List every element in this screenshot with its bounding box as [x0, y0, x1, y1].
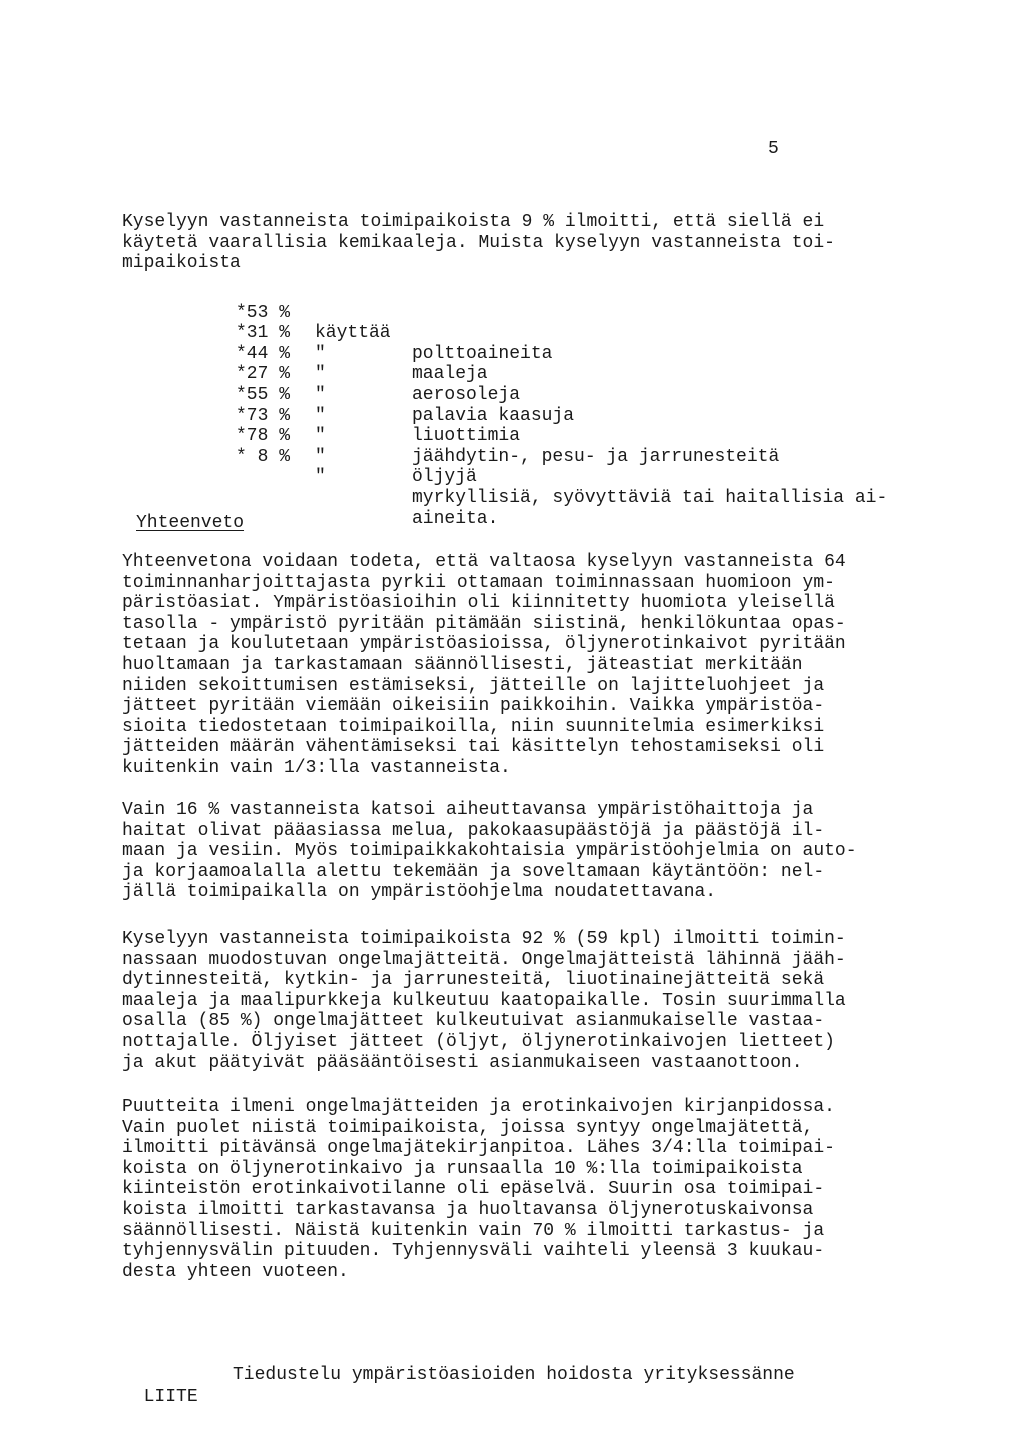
text-line: ja korjaamoalalla alettu tekemään ja soveltamaan käytäntöön: nel-: [122, 861, 825, 882]
list-item-label: aerosoleja: [412, 384, 521, 405]
text-line: haitat olivat pääasiassa melua, pakokaasupäästöjä ja päästöjä il-: [122, 820, 825, 841]
list-item-percent: *73 %: [236, 405, 291, 426]
page-number: 5: [768, 139, 779, 159]
text-line: säännöllisesti. Näistä kuitenkin vain 70 % ilmoitti tarkastus- ja: [122, 1220, 825, 1241]
text-line: toiminnanharjoittajasta pyrkii ottamaan toiminnassaan huomioon ym-: [122, 572, 835, 593]
text-line: tasolla - ympäristö pyritään pitämään siistinä, henkilökuntaa opas-: [122, 613, 846, 634]
text-line: tetaan ja koulutetaan ympäristöasioissa, öljynerotinkaivot pyritään: [122, 634, 846, 655]
list-item-percent: *78 %: [236, 426, 291, 447]
list-item-percent: *55 %: [236, 384, 291, 405]
text-line: kiinteistön erotinkaivotilanne oli epäselvä. Suurin osa toimipai-: [122, 1179, 825, 1200]
text-line: mipaikoista: [122, 253, 241, 274]
list-item-label: aineita.: [412, 508, 499, 529]
text-line: maaleja ja maalipurkkeja kulkeutuu kaatopaikalle. Tosin suurimmalla: [122, 990, 846, 1011]
list-item-label: palavia kaasuja: [412, 405, 575, 426]
text-line: Vain puolet niistä toimipaikoista, joissa syntyy ongelmajätettä,: [122, 1117, 814, 1138]
list-item-percent: *44 %: [236, 343, 291, 364]
list-item-verb: ": [315, 405, 326, 426]
text-line: huoltamaan ja tarkastamaan säännöllisesti, jäteastiat merkitään: [122, 654, 803, 675]
text-line: Yhteenvetona voidaan todeta, että valtaosa kyselyyn vastanneista 64: [122, 552, 846, 572]
environmental-impact-paragraph: [122, 800, 962, 903]
hazardous-waste-paragraph: [122, 929, 962, 1073]
text-line: jällä toimipaikalla on ympäristöohjelma noudatettavana.: [122, 882, 717, 903]
summary-paragraph: [122, 552, 962, 779]
appendix-title: Tiedustelu ympäristöasioiden hoidosta yrityksessänne: [233, 1365, 795, 1385]
text-line: desta yhteen vuoteen.: [122, 1261, 349, 1282]
list-item-percent: *27 %: [236, 364, 291, 385]
list-item-label: jäähdytin-, pesu- ja jarrunesteitä: [412, 446, 780, 467]
text-line: nottajalle. Öljyiset jätteet (öljyt, öljynerotinkaivojen lietteet): [122, 1031, 835, 1052]
list-item-percent: *53 %: [236, 302, 291, 323]
text-line: Vain 16 % vastanneista katsoi aiheuttavansa ympäristöhaittoja ja: [122, 800, 814, 820]
list-item-label: myrkyllisiä, syövyttäviä tai haitallisia ai-: [412, 487, 888, 508]
summary-heading: Yhteenveto: [136, 513, 245, 533]
text-line: kuitenkin vain 1/3:lla vastanneista.: [122, 757, 511, 778]
list-item-verb: ": [315, 364, 326, 385]
text-line: tyhjennysvälin pituuden. Tyhjennysväli vaihteli yleensä 3 kuukau-: [122, 1241, 825, 1262]
text-line: päristöasiat. Ympäristöasioihin oli kiinnitetty huomiota yleisellä: [122, 593, 835, 614]
text-line: jätteiden määrän vähentämiseksi tai käsittelyn tehostamiseksi oli: [122, 737, 825, 758]
list-item-verb: ": [315, 426, 326, 447]
text-line: osalla (85 %) ongelmajätteet kulkeutuivat asianmukaiselle vastaa-: [122, 1011, 825, 1032]
text-line: koista on öljynerotinkaivo ja runsaalla 10 %:lla toimipaikoista: [122, 1158, 803, 1179]
list-item-percent: *31 %: [236, 323, 291, 344]
text-line: koista ilmoitti tarkastavansa ja huoltavansa öljynerotuskaivonsa: [122, 1199, 814, 1220]
list-item-verb: käyttää: [315, 323, 391, 344]
list-item-verb: ": [315, 446, 326, 467]
list-item-verb: ": [315, 384, 326, 405]
intro-paragraph: [122, 212, 962, 274]
record-keeping-paragraph: [122, 1097, 962, 1282]
text-line: Kyselyyn vastanneista toimipaikoista 92 % (59 kpl) ilmoitti toimin-: [122, 929, 846, 949]
text-line: ja akut päätyivät pääsääntöisesti asianmukaiseen vastaanottoon.: [122, 1052, 803, 1073]
list-item-label: liuottimia: [412, 426, 521, 447]
list-item-verb: ": [315, 467, 326, 488]
text-line: Kyselyyn vastanneista toimipaikoista 9 % ilmoitti, että siellä ei: [122, 212, 825, 232]
list-item-label: polttoaineita: [412, 343, 553, 364]
text-line: maan ja vesiin. Myös toimipaikkakohtaisia ympäristöohjelmia on auto-: [122, 841, 857, 862]
text-line: ilmoitti pitävänsä ongelmajätekirjanpitoa. Lähes 3/4:lla toimipai-: [122, 1138, 835, 1159]
text-line: käytetä vaarallisia kemikaaleja. Muista kyselyyn vastanneista toi-: [122, 232, 835, 253]
appendix-footer: [122, 1364, 795, 1430]
text-line: niiden sekoittumisen estämiseksi, jätteille on lajitteluohjeet ja: [122, 675, 825, 696]
text-line: sioita tiedostetaan toimipaikoilla, niin suunnitelmia esimerkiksi: [122, 716, 825, 737]
list-item-label: maaleja: [412, 364, 488, 385]
text-line: Puutteita ilmeni ongelmajätteiden ja erotinkaivojen kirjanpidossa.: [122, 1097, 835, 1117]
text-line: nassaan muodostuvan ongelmajätteitä. Ongelmajätteistä lähinnä jääh-: [122, 949, 846, 970]
text-line: dytinnesteitä, kytkin- ja jarrunesteitä, liuotinainejätteitä sekä: [122, 970, 825, 991]
text-line: jätteet pyritään viemään oikeisiin paikkoihin. Vaikka ympäristöa-: [122, 696, 825, 717]
list-item-verb: ": [315, 343, 326, 364]
list-item-label: öljyjä: [412, 467, 477, 488]
list-item-percent: * 8 %: [236, 446, 291, 467]
appendix-label: LIITE: [143, 1387, 198, 1407]
